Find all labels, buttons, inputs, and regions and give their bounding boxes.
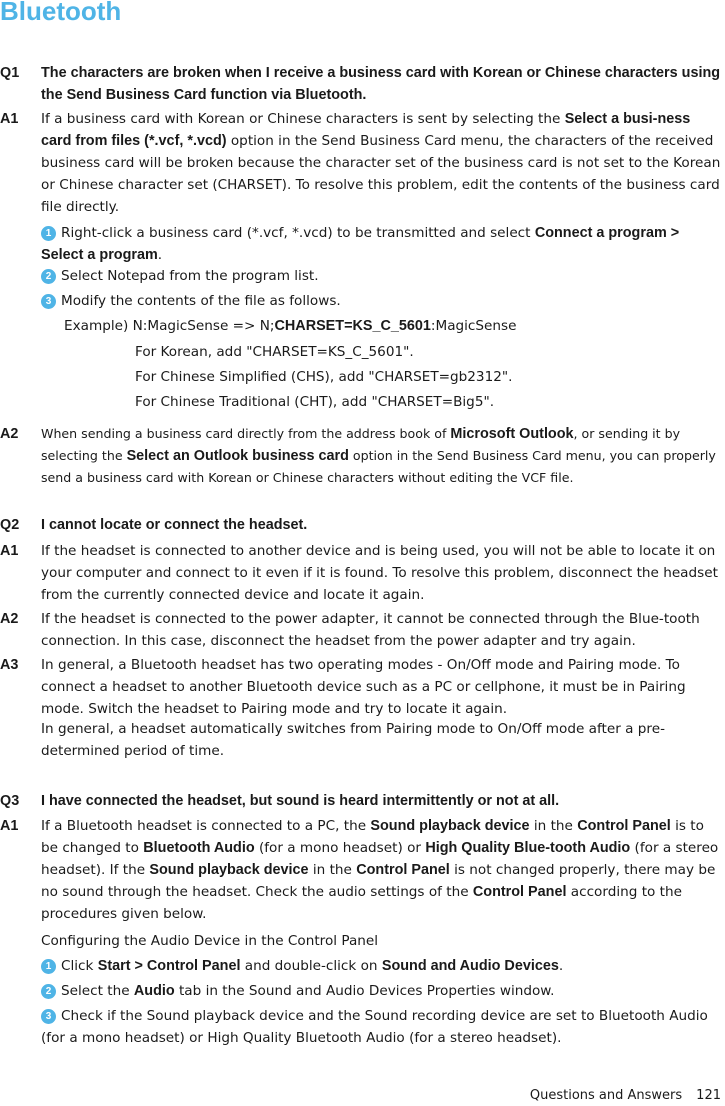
example-line: Example) N:MagicSense => N;CHARSET=KS_C_5601:MagicSense <box>64 318 517 334</box>
step-2: 2 Select Notepad from the program list. <box>41 265 725 287</box>
question-text: The characters are broken when I receive a business card with Korean or Chinese characters using the Send Business Card function via Bluetooth. <box>41 65 721 103</box>
step-3: 3 Check if the Sound playback device and the Sound recording device are set to Bluetooth Audio (for a mono headset) or High Quality Bluetooth Audio (for a stereo headset). <box>41 1008 708 1046</box>
answer-label: A2 <box>0 611 19 627</box>
question-label: Q2 <box>0 517 20 533</box>
step-3: 3 Modify the contents of the file as follows. <box>41 290 725 312</box>
charset-note-cht: For Chinese Traditional (CHT), add "CHARSET=Big5". <box>135 394 495 410</box>
charset-note-korean: For Korean, add "CHARSET=KS_C_5601". <box>135 344 414 360</box>
answer-label: A2 <box>0 426 19 442</box>
step-number-badge: 1 <box>41 226 56 241</box>
answer-label: A3 <box>0 657 19 673</box>
step-number-badge: 1 <box>41 959 56 974</box>
question-label: Q3 <box>0 793 20 809</box>
answer-text: If a business card with Korean or Chinese characters is sent by selecting the Select a busi-ness card from files (*.vcf, *.vcd) option in the Send Business Card menu, the characters of the received business card will be broken because the character set of the business card is not set to the Korean or Chinese character set (CHARSET). To resolve this problem, edit the contents of the business card file directly. <box>41 111 721 215</box>
step-1: 1 Right-click a business card (*.vcf, *.vcd) to be transmitted and select Connect a program > Select a program. <box>41 225 680 263</box>
answer-text: If the headset is connected to another device and is being used, you will not be able to locate it on your computer and connect to it even if it is found. To resolve this problem, disconnect the headset from the currently connected device and locate it again. <box>41 543 718 603</box>
step-1: 1 Click Start > Control Panel and double-click on Sound and Audio Devices. <box>41 955 725 977</box>
step-number-badge: 2 <box>41 269 56 284</box>
answer-text: If the headset is connected to the power adapter, it cannot be connected through the Blue-tooth connection. In this case, disconnect the headset from the power adapter and try again. <box>41 611 700 649</box>
charset-note-chs: For Chinese Simplified (CHS), add "CHARSET=gb2312". <box>135 369 513 385</box>
page-footer <box>530 1088 721 1103</box>
answer-text: In general, a Bluetooth headset has two operating modes - On/Off mode and Pairing mode. To connect a headset to another Bluetooth device such as a PC or cellphone, it must be in Pairing mode. Switch the headset to Pairing mode and try to locate it again. <box>41 657 686 717</box>
question-text: I cannot locate or connect the headset. <box>41 517 308 533</box>
page-title: Bluetooth <box>0 0 122 26</box>
answer-text: If a Bluetooth headset is connected to a PC, the Sound playback device in the Control Panel is to be changed to Bluetooth Audio (for a mono headset) or High Quality Blue-tooth Audio (for a stereo headset). If the Sound playback device in the Control Panel is not changed properly, there may be no sound through the headset. Check the audio settings of the Control Panel according to the procedures given below. <box>41 818 719 922</box>
answer-label: A1 <box>0 111 19 127</box>
answer-label: A1 <box>0 818 19 834</box>
step-number-badge: 2 <box>41 984 56 999</box>
configuring-heading: Configuring the Audio Device in the Control Panel <box>41 933 379 949</box>
question-label: Q1 <box>0 65 20 81</box>
footer-section-title: Questions and Answers <box>529 1088 683 1103</box>
step-number-badge: 3 <box>41 294 56 309</box>
answer-text: In general, a headset automatically switches from Pairing mode to On/Off mode after a pre-determined period of time. <box>41 721 665 759</box>
question-text: I have connected the headset, but sound is heard intermittently or not at all. <box>41 793 560 809</box>
page-number: 121 <box>696 1088 721 1103</box>
answer-text: When sending a business card directly from the address book of Microsoft Outlook, or sending it by selecting the Select an Outlook business card option in the Send Business Card menu, you can properly send a business card with Korean or Chinese characters without editing the VCF file. <box>41 426 716 485</box>
step-number-badge: 3 <box>41 1009 56 1024</box>
answer-label: A1 <box>0 543 19 559</box>
step-2: 2 Select the Audio tab in the Sound and Audio Devices Properties window. <box>41 980 725 1002</box>
